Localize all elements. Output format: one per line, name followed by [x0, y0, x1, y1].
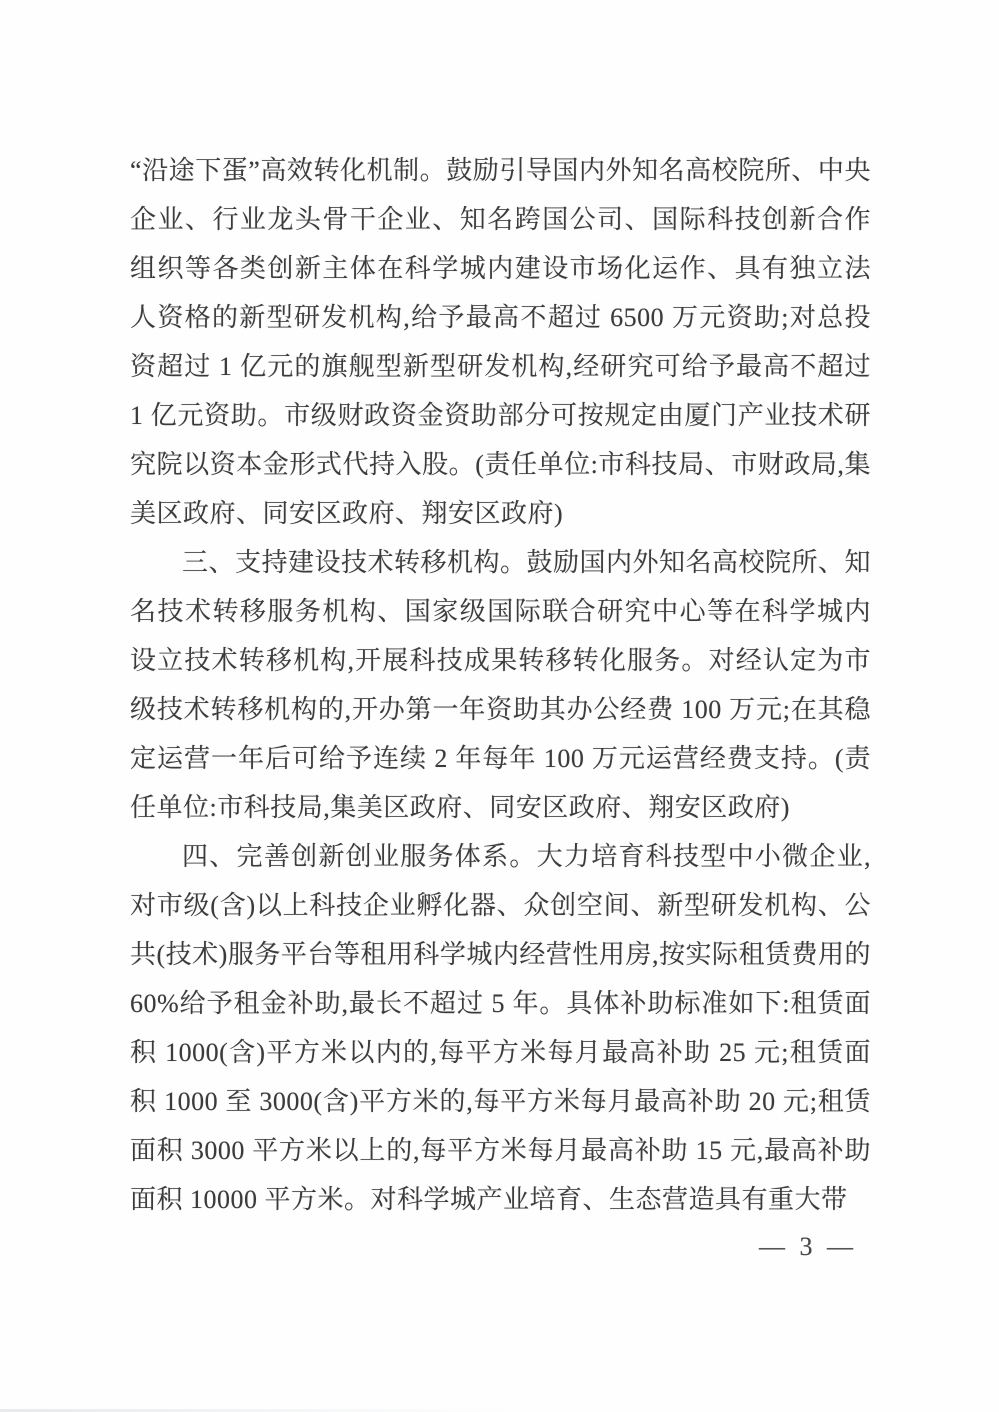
- paragraph-item-3: 三、支持建设技术转移机构。鼓励国内外知名高校院所、知名技术转移服务机构、国家级国际联合研究中心等在科学城内设立技术转移机构,开展科技成果转移转化服务。对经认定为市级技术转移机构的,开办第一年资助其办公经费 100 万元;在其稳定运营一年后可给予连续 2 年每年 100 万元运营经费支持。(责任单位:市科技局,集美区政府、同安区政府、翔安区政府): [130, 548, 872, 822]
- document-text-block: [130, 146, 871, 1224]
- page-number: — 3 —: [759, 1232, 853, 1261]
- paragraph-item-4: 四、完善创新创业服务体系。大力培育科技型中小微企业,对市级(含)以上科技企业孵化器、众创空间、新型研发机构、公共(技术)服务平台等租用科学城内经营性用房,按实际租赁费用的 60%给予租金补助,最长不超过 5 年。具体补助标准如下:租赁面积 1000(含)平方米以内的,每平方米每月最高补助 25 元;租赁面积 1000 至 3000(含)平方米的,每平方米每月最高补助 20 元;租赁面积 3000 平方米以上的,每平方米每月最高补助 15 元,最高补助面积 10000 平方米。对科学城产业培育、生态营造具有重大带: [130, 842, 871, 1214]
- paragraph-continuation: “沿途下蛋”高效转化机制。鼓励引导国内外知名高校院所、中央企业、行业龙头骨干企业、知名跨国公司、国际科技创新合作组织等各类创新主体在科学城内建设市场化运作、具有独立法人资格的新型研发机构,给予最高不超过 6500 万元资助;对总投资超过 1 亿元的旗舰型新型研发机构,经研究可给予最高不超过 1 亿元资助。市级财政资金资助部分可按规定由厦门产业技术研究院以资本金形式代持入股。(责任单位:市科技局、市财政局,集美区政府、同安区政府、翔安区政府): [130, 156, 871, 528]
